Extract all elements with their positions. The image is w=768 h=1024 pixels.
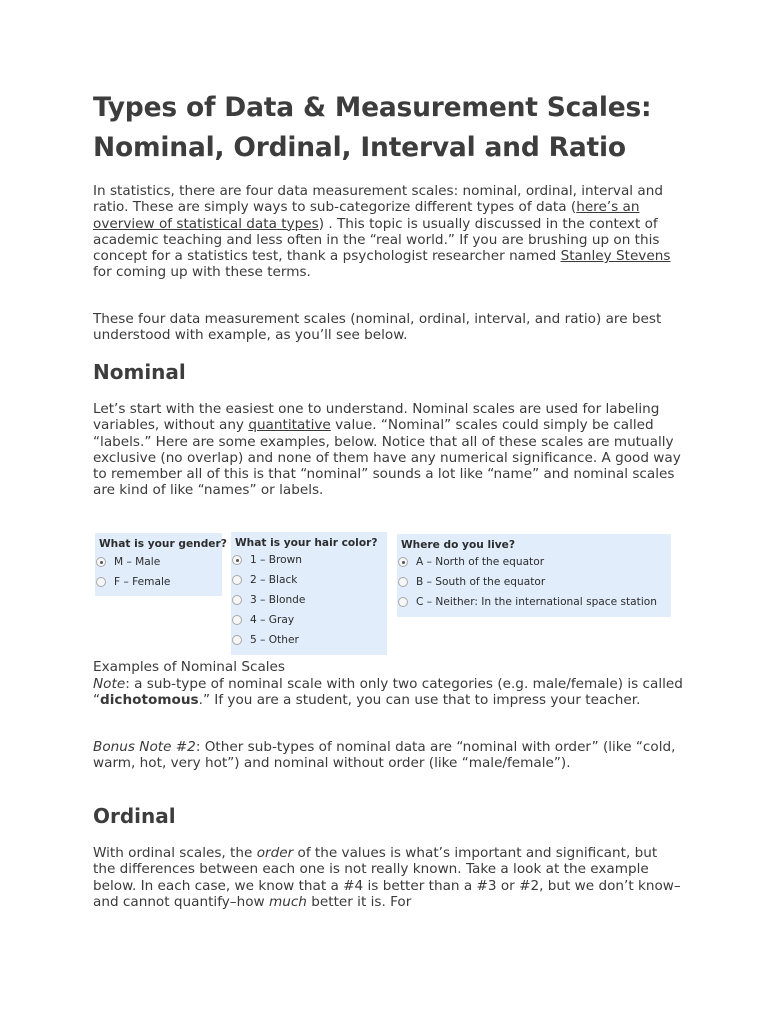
data-types-overview-link[interactable]: here’s an overview of statistical data types xyxy=(93,199,640,232)
nominal-heading: Nominal xyxy=(93,360,186,384)
hair-option-other[interactable] xyxy=(232,634,299,646)
location-question-box xyxy=(397,534,671,617)
note-text-2: .” If you are a student, you can use that to impress your teacher. xyxy=(198,692,641,709)
radio-icon[interactable] xyxy=(96,577,106,587)
page-title: Types of Data & Measurement Scales: Nominal, Ordinal, Interval and Ratio xyxy=(93,92,652,163)
ordinal-paragraph xyxy=(93,845,683,910)
note-paragraph xyxy=(93,676,683,709)
ordinal-emphasis-much: much xyxy=(268,893,307,910)
radio-icon[interactable] xyxy=(398,577,408,587)
location-option-north[interactable] xyxy=(398,556,544,568)
option-label: 3 – Blonde xyxy=(250,594,306,606)
examples-caption: Examples of Nominal Scales xyxy=(93,659,286,675)
radio-selected-icon[interactable] xyxy=(96,557,106,567)
option-label: B – South of the equator xyxy=(416,576,546,588)
hair-color-question: What is your hair color? xyxy=(235,537,378,549)
quantitative-link[interactable]: quantitative xyxy=(248,417,331,434)
intro-paragraph xyxy=(93,183,683,281)
intro-text-2: ) . This topic is usually discussed in the context of academic teaching and less often in the “real world.” If you are brushing up on this concept for a statistics test, thank a psychologist researcher named xyxy=(93,215,660,265)
nominal-paragraph xyxy=(93,401,683,499)
hair-option-brown[interactable] xyxy=(232,554,302,566)
intro-text-3: for coming up with these terms. xyxy=(93,264,311,281)
intro-text-1: In statistics, there are four data measurement scales: nominal, ordinal, interval and ratio. These are simply ways to sub-categorize different types of data ( xyxy=(93,183,663,216)
option-label: 2 – Black xyxy=(250,574,298,586)
nominal-text-2: value. “Nominal” scales could simply be called “labels.” Here are some examples, below. Notice that all of these scales are mutually exclusive (no overlap) and none of them have any numerical significance. A good way to remember all of this is that “nominal” sounds a lot like “name” and nominal scales are kind of like “names” or labels. xyxy=(93,417,681,499)
gender-question: What is your gender? xyxy=(99,538,227,550)
ordinal-heading: Ordinal xyxy=(93,804,176,828)
gender-option-male[interactable] xyxy=(96,556,160,568)
option-label: C – Neither: In the international space station xyxy=(416,596,657,608)
radio-selected-icon[interactable] xyxy=(398,557,408,567)
bonus-note-text: : Other sub-types of nominal data are “nominal with order” (like “cold, warm, hot, very hot”) and nominal without order (like “male/female”). xyxy=(93,739,676,772)
stanley-stevens-link[interactable]: Stanley Stevens xyxy=(560,248,671,265)
hair-option-blonde[interactable] xyxy=(232,594,305,606)
hair-option-black[interactable] xyxy=(232,574,297,586)
location-option-neither[interactable] xyxy=(398,596,657,608)
option-label: M – Male xyxy=(114,556,161,568)
hair-color-question-box xyxy=(231,532,387,655)
gender-option-female[interactable] xyxy=(96,576,170,588)
radio-icon[interactable] xyxy=(398,597,408,607)
location-option-south[interactable] xyxy=(398,576,545,588)
note-label: Note xyxy=(93,676,126,692)
bonus-note-paragraph xyxy=(93,739,683,772)
ordinal-text-3: better it is. For xyxy=(306,893,412,910)
note-text-1: : a sub-type of nominal scale with only two categories (e.g. male/female) is called “ xyxy=(93,676,683,709)
ordinal-text-2: of the values is what’s important and significant, but the differences between each one is not really known. Take a look at the example below. In each case, we know that a #4 is better than a #3 or #2, but we don’t know–and cannot quantify–how xyxy=(93,845,681,910)
option-label: 1 – Brown xyxy=(250,554,303,566)
nominal-text-1: Let’s start with the easiest one to understand. Nominal scales are used for labeling variables, without any xyxy=(93,401,660,434)
option-label: 4 – Gray xyxy=(250,614,295,626)
location-question: Where do you live? xyxy=(401,539,515,551)
gender-question-box xyxy=(95,533,227,596)
radio-icon[interactable] xyxy=(232,615,242,625)
option-label: 5 – Other xyxy=(250,634,299,646)
intro-paragraph-2: These four data measurement scales (nominal, ordinal, interval, and ratio) are best understood with example, as you’ll see below. xyxy=(93,311,662,344)
ordinal-emphasis-order: order xyxy=(256,845,294,861)
hair-option-gray[interactable] xyxy=(232,614,294,626)
ordinal-text-1: With ordinal scales, the xyxy=(93,845,257,861)
radio-selected-icon[interactable] xyxy=(232,555,242,565)
bonus-note-label: Bonus Note #2 xyxy=(93,739,196,755)
radio-icon[interactable] xyxy=(232,595,242,605)
radio-icon[interactable] xyxy=(232,575,242,585)
option-label: A – North of the equator xyxy=(416,556,545,568)
dichotomous-term: dichotomous xyxy=(100,692,199,709)
radio-icon[interactable] xyxy=(232,635,242,645)
option-label: F – Female xyxy=(114,576,171,588)
